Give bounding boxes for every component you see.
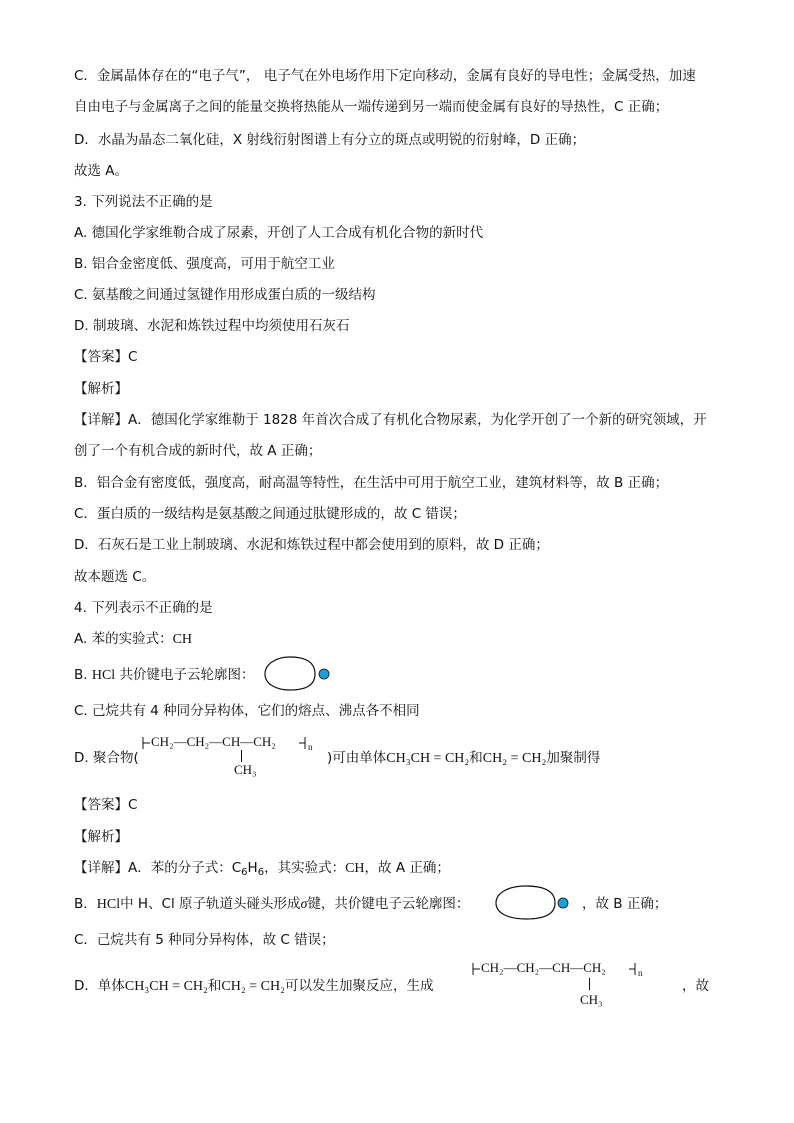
- question-3-option-c: C. 氨基酸之间通过氢键作用形成蛋白质的一级结构: [74, 287, 376, 303]
- text-line: D．水晶为晶态二氧化硅，X 射线衍射图谱上有分立的斑点或明锐的衍射峰，D 正确；: [74, 132, 586, 148]
- polymer-chain: CH₂—CH₂—CH—CH₂: [151, 734, 276, 749]
- text-line: 故选 A。: [74, 163, 129, 179]
- explanation-line: C．己烷共有 5 种同分异构体，故 C 错误；: [74, 932, 335, 948]
- cloud-lobe: [265, 657, 315, 690]
- cloud-dot: [319, 669, 329, 679]
- bracket-right: [629, 961, 637, 977]
- explanation-line: 创了一个有机合成的新时代，故 A 正确；: [74, 443, 322, 459]
- question-4-option-d-tail: )可由单体CH₃CH = CH₂和CH₂ = CH₂加聚制得: [327, 750, 601, 766]
- polymer-chain: CH₂—CH₂—CH—CH₂: [481, 960, 606, 975]
- bracket-left: [472, 961, 480, 977]
- explanation-line: D．单体CH₃CH = CH₂和CH₂ = CH₂可以发生加聚反应，生成: [74, 978, 434, 994]
- bracket-right: [299, 735, 307, 751]
- question-4-option-a: A. 苯的实验式：CH: [74, 631, 193, 647]
- electron-cloud-diagram: [262, 655, 334, 693]
- electron-cloud-diagram: [493, 884, 575, 922]
- question-3-stem: 3. 下列说法不正确的是: [74, 194, 213, 210]
- explanation-line: B．HCl中 H、Cl 原子轨道头碰头形成σ键，共价键电子云轮廓图：: [74, 896, 470, 912]
- question-4-stem: 4. 下列表示不正确的是: [74, 600, 213, 616]
- analysis-label: 【解析】: [74, 829, 128, 845]
- formula-ch: CH: [172, 632, 193, 647]
- cloud-dot: [558, 898, 568, 908]
- question-3-option-a: A. 德国化学家维勒合成了尿素，开创了人工合成有机化合物的新时代: [74, 225, 484, 241]
- analysis-label: 【解析】: [74, 381, 128, 397]
- question-4-option-c: C. 己烷共有 4 种同分异构体，它们的熔点、沸点各不相同: [74, 703, 420, 719]
- explanation-line: 故本题选 C。: [74, 569, 156, 585]
- formula-hcl: HCl: [91, 668, 116, 683]
- explanation-line: C．蛋白质的一级结构是氨基酸之间通过肽键形成的，故 C 错误；: [74, 506, 466, 522]
- question-3-option-d: D. 制玻璃、水泥和炼铁过程中均须使用石灰石: [74, 318, 350, 334]
- polymer-formula: [142, 734, 332, 778]
- question-4-option-b: B. HCl 共价键电子云轮廓图：: [74, 667, 255, 683]
- text-line: 自由电子与金属离子之间的能量交换将热能从一端传递到另一端而使金属有良好的导热性，C 正确；: [74, 99, 669, 115]
- methyl-group: CH₃: [580, 992, 603, 1007]
- explanation-line: 【详解】A．苯的分子式：$C_6H_6$，其实验式：CH，故 A 正确；: [74, 860, 450, 878]
- polymer-n: n: [308, 742, 313, 752]
- explanation-line: 【详解】A．德国化学家维勒于 1828 年首次合成了有机化合物尿素，为化学开创了一个新的研究领域，开: [74, 412, 707, 428]
- explanation-line-tail: ，故 B 正确；: [582, 896, 668, 912]
- text-line: C．金属晶体存在的“电子气”， 电子气在外电场作用下定向移动，金属有良好的导电性；金属受热，加速: [74, 68, 696, 84]
- answer-label: 【答案】C: [74, 797, 138, 813]
- bond-line: [241, 750, 242, 762]
- explanation-line: D．石灰石是工业上制玻璃、水泥和炼铁过程中都会使用到的原料，故 D 正确；: [74, 537, 549, 553]
- bracket-left: [142, 735, 150, 751]
- question-3-option-b: B. 铝合金密度低、强度高，可用于航空工业: [74, 256, 335, 272]
- question-4-option-d: D. 聚合物(: [74, 750, 139, 766]
- explanation-line: B．铝合金有密度低，强度高，耐高温等特性，在生活中可用于航空工业，建筑材料等，故 B 正确；: [74, 475, 669, 491]
- methyl-group: CH₃: [234, 762, 257, 777]
- polymer-formula: [472, 960, 672, 1010]
- bond-line: [589, 978, 590, 990]
- polymer-n: n: [638, 968, 643, 978]
- cloud-lobe: [496, 886, 555, 919]
- explanation-line-tail: ，故: [682, 978, 709, 994]
- answer-label: 【答案】C: [74, 349, 138, 365]
